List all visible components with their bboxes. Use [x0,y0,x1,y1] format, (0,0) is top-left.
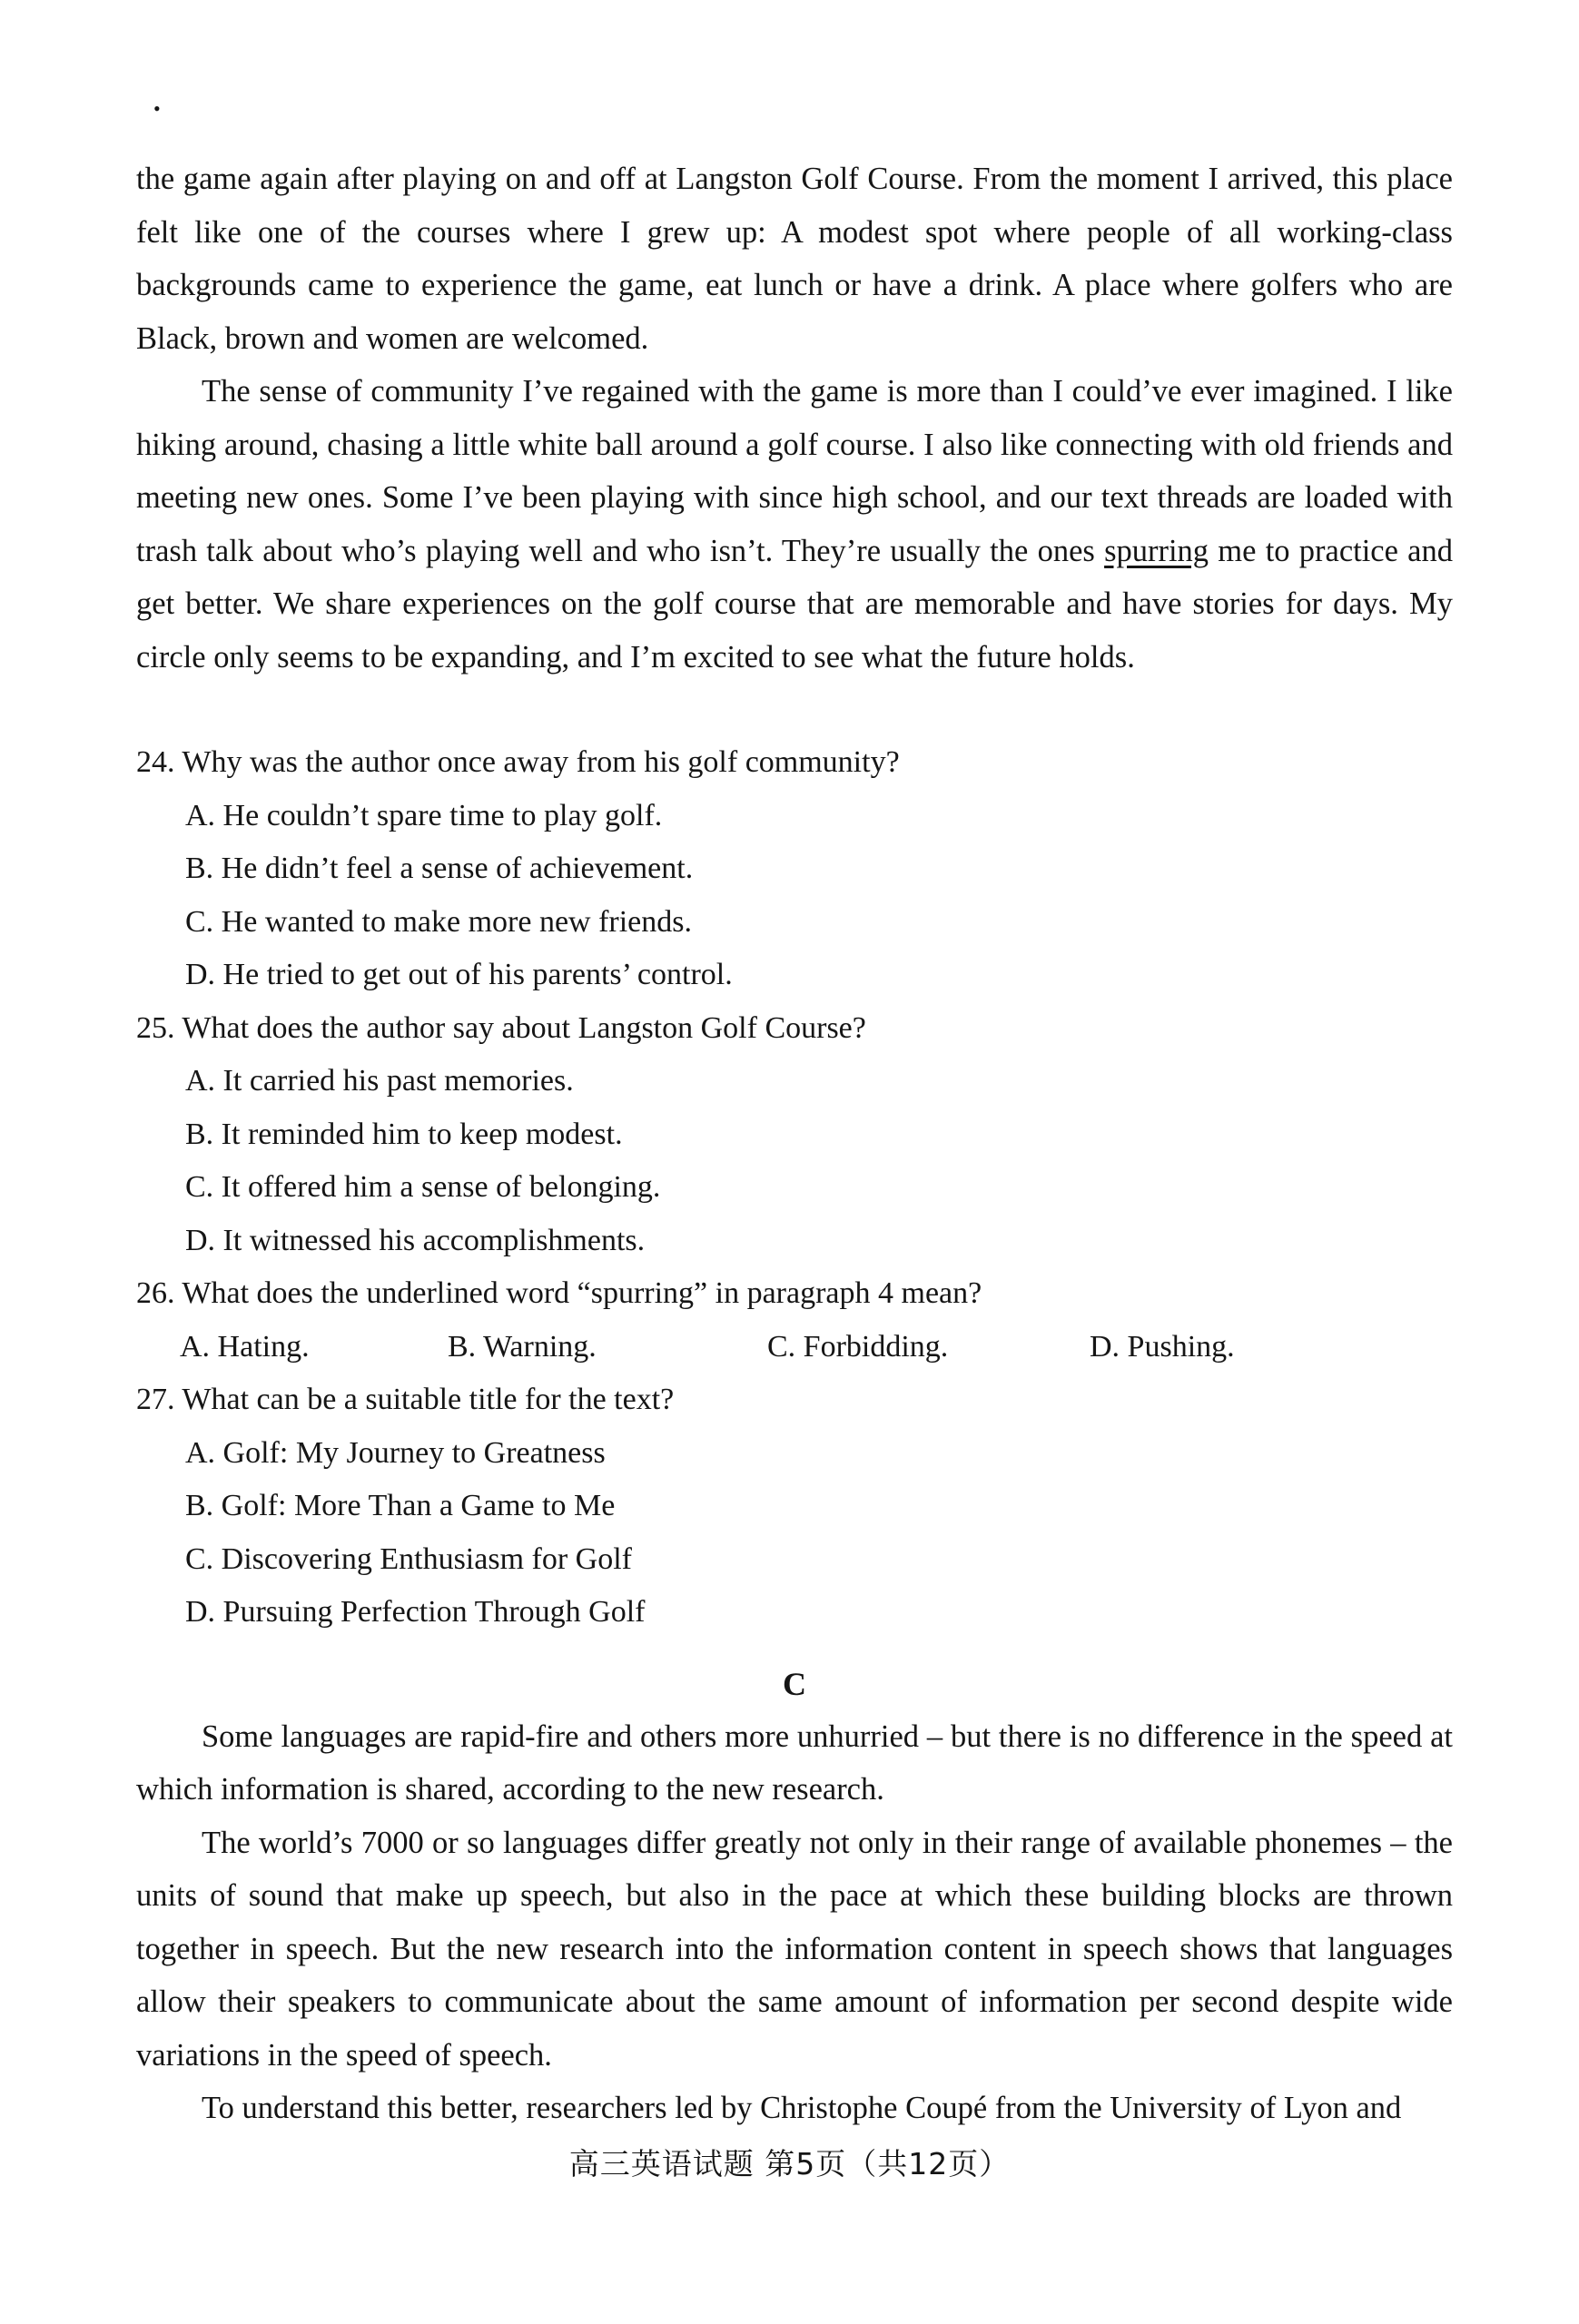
question-27 [136,1374,1453,1640]
option-b[interactable]: B. Warning. [448,1329,597,1364]
question-25 [136,1002,1453,1268]
option-c[interactable]: C. He wanted to make more new friends. [185,904,692,939]
option-b[interactable]: B. Golf: More Than a Game to Me [185,1489,616,1522]
option-d[interactable]: D. Pursuing Perfection Through Golf [185,1595,646,1629]
question-26 [136,1267,1453,1374]
option-d[interactable]: D. He tried to get out of his parents’ control. [185,958,733,991]
option-a[interactable]: A. He couldn’t spare time to play golf. [185,798,663,832]
option-a[interactable]: A. Golf: My Journey to Greatness [185,1435,606,1470]
option-a[interactable]: A. Hating. [180,1329,310,1364]
options-row [180,1321,1453,1374]
question-stem: 24. Why was the author once away from his golf community? [136,745,900,779]
option-d[interactable]: D. Pushing. [1090,1329,1235,1364]
option-b[interactable]: B. He didn’t feel a sense of achievement. [185,852,694,885]
option-c[interactable]: C. Forbidding. [767,1329,949,1364]
question-stem: 25. What does the author say about Langston Golf Course? [136,1010,866,1045]
paragraph-4-text-end: me to practice and get better. We share experiences on the golf course that are memorable and have stories for days. My circle only seems to be expanding, and I’m excited to see what the future holds. [136,533,1453,675]
scan-mark: • [153,97,161,120]
underlined-word-spurring: spurring [1104,533,1209,568]
passage-c-paragraph-3: To understand this better, researchers led by Christophe Coupé from the University of Lyon and [202,2091,1402,2125]
passage-c-paragraph-2: The world’s 7000 or so languages differ greatly not only in their range of available phonemes – the units of sound that make up speech, but also in the pace at which these building blocks are thrown together in speech. But the new research into the information content in speech shows that languages allow their speakers to communicate about the same amount of information per second despite wide variations in the speed of speech. [136,1825,1453,2073]
option-c[interactable]: C. Discovering Enthusiasm for Golf [185,1541,632,1576]
option-d[interactable]: D. It witnessed his accomplishments. [185,1223,646,1257]
passage-c-paragraph-1: Some languages are rapid-fire and others more unhurried – but there is no difference in the speed at which information is shared, according to the new research. [136,1718,1453,1807]
passage-b-paragraph-3: the game again after playing on and off at Langston Golf Course. From the moment I arrived, this place felt like one of the courses where I grew up: A modest spot where people of all working-class backgrounds came to experience the game, eat lunch or have a drink. A place where golfers who are Black, brown and women are welcomed. [136,162,1453,356]
option-b[interactable]: B. It reminded him to keep modest. [185,1117,623,1151]
question-stem: 26. What does the underlined word “spurring” in paragraph 4 mean? [136,1276,982,1310]
page-footer: 高三英语试题 第5页（共12页） [568,2146,1011,2181]
passage-b-paragraph-4 [136,365,1453,684]
question-stem: 27. What can be a suitable title for the text? [136,1383,675,1416]
paragraph-4-text-start: The sense of community I’ve regained with the game is more than I could’ve ever imagined. I like hiking around, chasing a little white ball around a golf course. I also like connecting with old friends and meeting new ones. Some I’ve been playing with since high school, and our text threads are loaded with trash talk about who’s playing well and who isn’t. They’re usually the ones [136,374,1453,568]
option-c[interactable]: C. It offered him a sense of belonging. [185,1170,661,1204]
section-heading-c: C [783,1665,806,1702]
exam-page [136,153,1453,2135]
option-a[interactable]: A. It carried his past memories. [185,1064,574,1098]
question-24 [136,736,1453,1002]
